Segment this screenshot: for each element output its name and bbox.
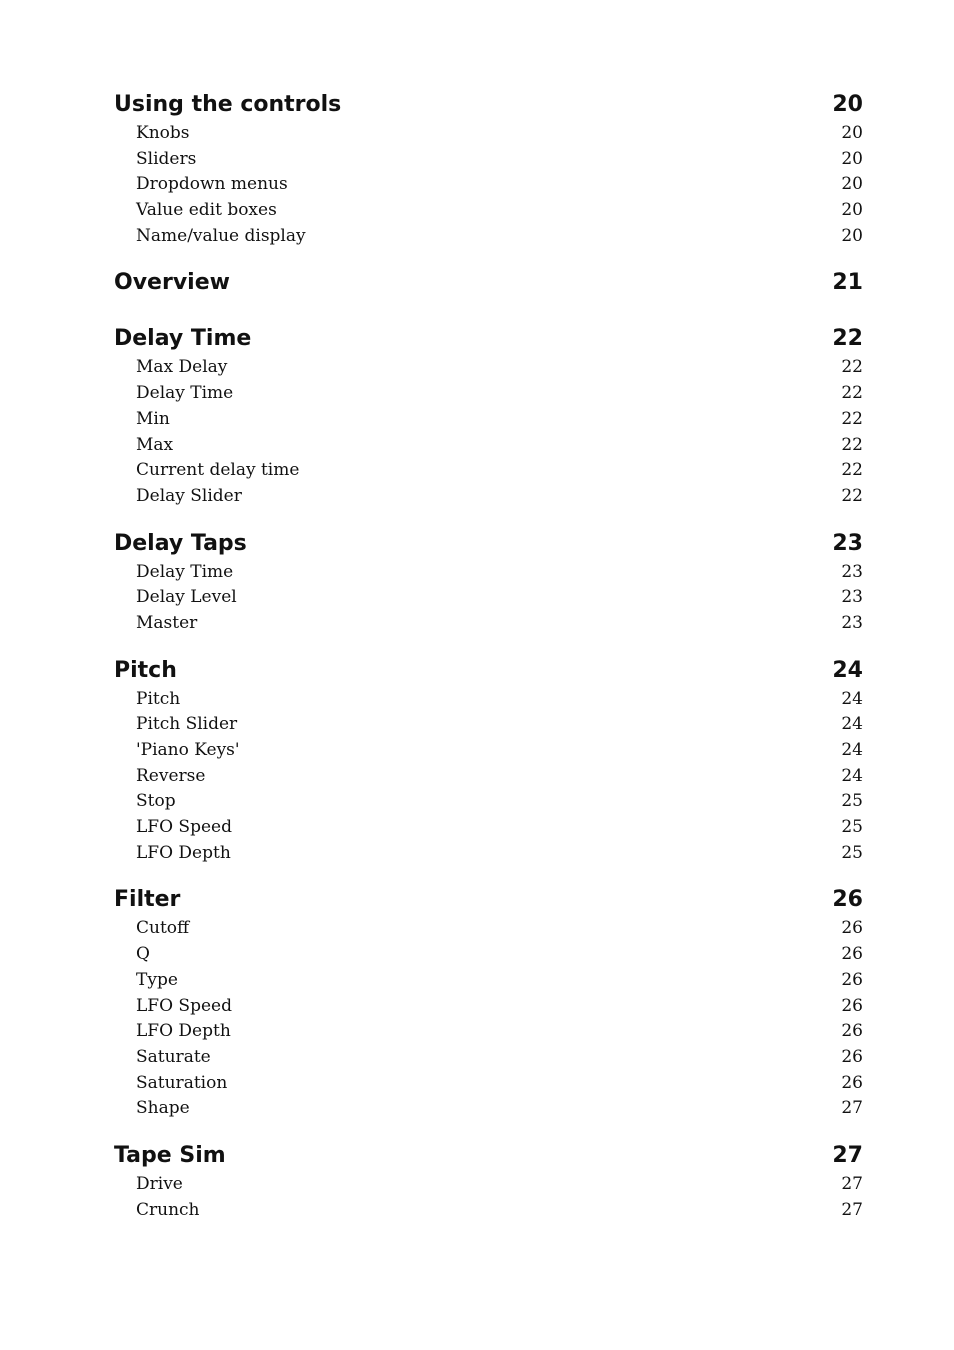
section-title: Delay Time [114,326,252,352]
toc-entry[interactable] [114,458,863,484]
entry-label: Knobs [136,123,190,143]
entry-label: Crunch [136,1199,200,1220]
toc-entry[interactable] [114,789,863,815]
toc-entry[interactable] [114,712,863,738]
section-page-number: 20 [832,92,863,117]
section-title: Tape Sim [114,1142,226,1168]
entry-label: Delay Level [136,587,237,608]
entry-page-number: 24 [841,688,863,709]
entry-label: LFO Speed [136,995,232,1016]
entry-page-number: 25 [841,791,863,812]
entry-label: LFO Depth [136,1021,231,1042]
toc-entry[interactable] [114,738,863,764]
entry-label: Sliders [136,148,197,169]
entry-page-number: 23 [841,612,863,633]
entry-label: Delay Time [136,561,234,582]
entry-label: Pitch [136,688,181,709]
entry-page-number: 20 [841,174,863,195]
section-page-number: 26 [832,887,863,913]
entry-label: Drive [136,1173,183,1194]
entry-label: Master [136,612,198,633]
toc-entry[interactable] [114,560,863,586]
entry-label: Saturation [136,1072,228,1093]
entry-page-number: 27 [841,1173,863,1194]
toc-section [114,88,863,249]
entry-label: Stop [136,791,176,812]
toc-section [114,527,863,637]
entry-label: Shape [136,1098,190,1119]
entry-label: Reverse [136,765,206,786]
entry-label: Q [136,944,150,965]
toc-entry[interactable] [114,994,863,1020]
entry-label: Saturate [136,1046,211,1067]
entry-page-number: 26 [841,944,863,965]
toc-section-heading[interactable] [114,266,863,299]
entry-label: Pitch Slider [136,714,238,735]
section-page-number: 23 [832,530,863,556]
entry-page-number: 22 [841,383,863,404]
entry-page-number: 24 [841,740,863,760]
entry-label: Value edit boxes [136,200,277,221]
entry-label: 'Piano Keys' [136,740,240,760]
entry-label: Type [136,969,178,990]
entry-page-number: 22 [841,460,863,481]
toc-section [114,322,863,509]
toc-entry[interactable] [114,841,863,867]
entry-page-number: 27 [841,1199,863,1220]
entry-page-number: 20 [841,123,863,143]
toc-section [114,1139,863,1223]
section-title: Overview [114,270,230,296]
toc-entry[interactable] [114,1172,863,1198]
entry-page-number: 26 [841,969,863,990]
toc-entry[interactable] [114,433,863,459]
toc-entry[interactable] [114,611,863,637]
section-page-number: 24 [832,657,863,683]
entry-page-number: 25 [841,842,863,863]
toc-section-heading[interactable] [114,88,863,121]
entry-page-number: 20 [841,148,863,169]
toc-section-heading[interactable] [114,654,863,687]
toc-section-heading[interactable] [114,322,863,355]
table-of-contents [114,88,863,1240]
entry-page-number: 24 [841,714,863,735]
toc-entry[interactable] [114,764,863,790]
toc-entry[interactable] [114,147,863,173]
toc-entry[interactable] [114,407,863,433]
section-title: Delay Taps [114,530,247,556]
entry-label: Delay Slider [136,485,242,506]
entry-label: Delay Time [136,383,234,404]
toc-entry[interactable] [114,172,863,198]
entry-page-number: 27 [841,1098,863,1119]
entry-page-number: 22 [841,357,863,378]
toc-entry[interactable] [114,198,863,224]
entry-label: Cutoff [136,918,190,939]
toc-section [114,883,863,1122]
section-page-number: 22 [832,326,863,352]
toc-section [114,654,863,867]
entry-label: Name/value display [136,225,306,246]
toc-entry[interactable] [114,687,863,713]
toc-entry[interactable] [114,916,863,942]
section-page-number: 27 [832,1142,863,1168]
section-page-number: 21 [832,270,863,296]
entry-label: Max [136,434,174,455]
entry-label: Max Delay [136,357,228,378]
entry-label: LFO Depth [136,842,231,863]
toc-entry[interactable] [114,355,863,381]
entry-label: Dropdown menus [136,174,288,195]
toc-section-heading[interactable] [114,1139,863,1172]
entry-page-number: 25 [841,817,863,838]
entry-label: Min [136,408,170,429]
toc-entry[interactable] [114,1045,863,1071]
toc-section [114,266,863,299]
entry-page-number: 26 [841,1021,863,1042]
entry-page-number: 26 [841,1046,863,1067]
entry-page-number: 23 [841,587,863,608]
entry-page-number: 20 [841,225,863,246]
toc-entry[interactable] [114,942,863,968]
toc-entry[interactable] [114,1096,863,1122]
toc-entry[interactable] [114,224,863,250]
entry-label: LFO Speed [136,817,232,838]
section-title: Filter [114,887,181,913]
toc-entry[interactable] [114,1019,863,1045]
toc-entry[interactable] [114,1071,863,1097]
section-title: Pitch [114,657,177,683]
toc-entry[interactable] [114,484,863,510]
entry-page-number: 26 [841,1072,863,1093]
entry-page-number: 22 [841,408,863,429]
toc-entry[interactable] [114,121,863,147]
entry-page-number: 24 [841,765,863,786]
toc-entry[interactable] [114,381,863,407]
entry-page-number: 22 [841,434,863,455]
entry-label: Current delay time [136,460,300,481]
entry-page-number: 26 [841,995,863,1016]
entry-page-number: 20 [841,200,863,221]
toc-section-heading[interactable] [114,527,863,560]
toc-entry[interactable] [114,815,863,841]
toc-entry[interactable] [114,968,863,994]
entry-page-number: 26 [841,918,863,939]
toc-entry[interactable] [114,1198,863,1224]
entry-page-number: 22 [841,485,863,506]
entry-page-number: 23 [841,561,863,582]
toc-section-heading[interactable] [114,883,863,916]
section-title: Using the controls [114,92,342,117]
toc-entry[interactable] [114,585,863,611]
